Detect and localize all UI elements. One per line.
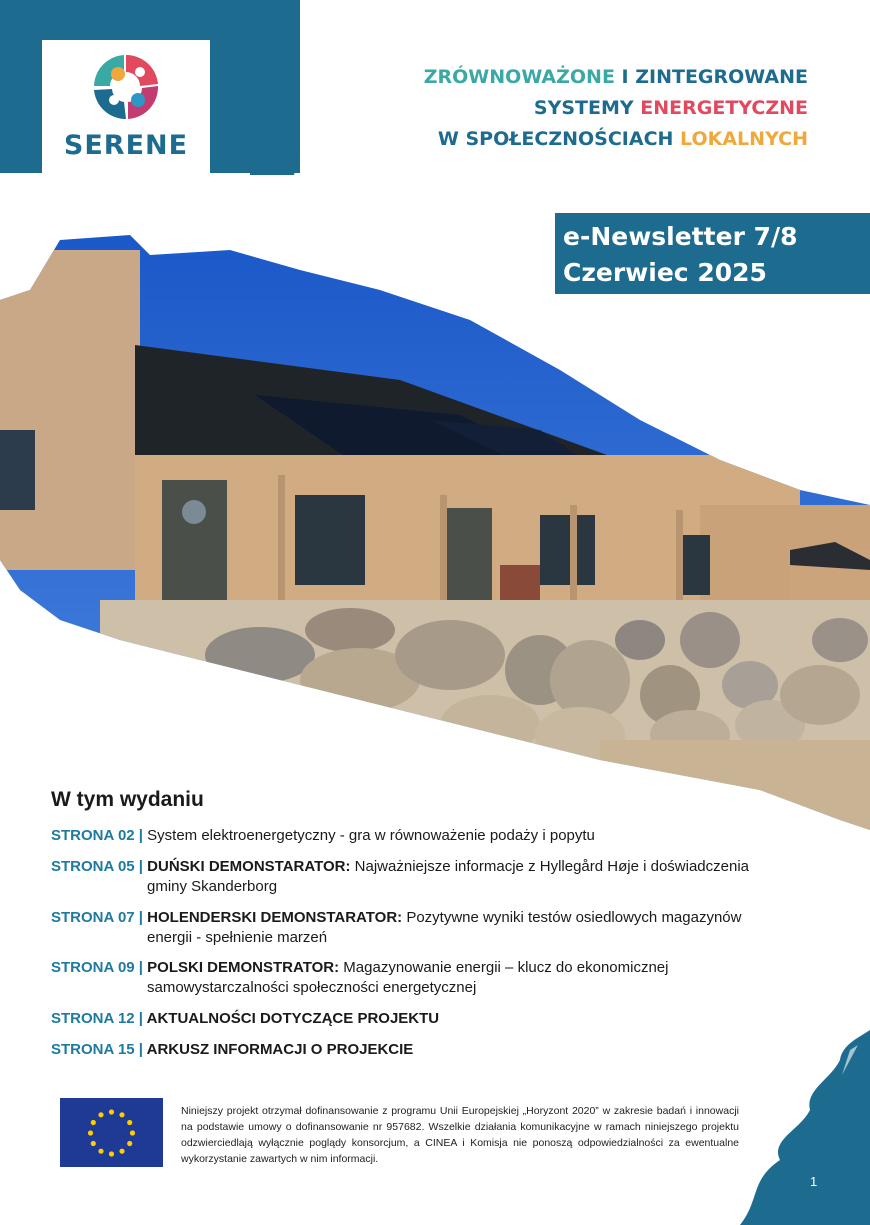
tagline-line-3: W SPOŁECZNOŚCIACH LOKALNYCH xyxy=(437,128,808,150)
toc-item[interactable]: STRONA 02 | System elektroenergetyczny - gra w równoważenie podaży i popytu xyxy=(51,827,595,844)
corner-brush-decoration xyxy=(730,1030,870,1225)
newsletter-date: Czerwiec 2025 xyxy=(563,258,767,287)
toc-item[interactable]: STRONA 05 | DUŃSKI DEMONSTARATOR: Najważniejsze informacje z Hyllegård Høje i doświadczenia gminy Skanderborg xyxy=(51,858,749,895)
brush-edge-decoration xyxy=(250,0,310,175)
newsletter-issue: e-Newsletter 7/8 xyxy=(563,222,798,251)
toc-item[interactable]: STRONA 15 | ARKUSZ INFORMACJI O PROJEKCIE xyxy=(51,1041,414,1058)
serene-logo-icon xyxy=(88,52,164,122)
tagline-line-1: ZRÓWNOWAŻONE I ZINTEGROWANE xyxy=(423,66,808,88)
project-tagline xyxy=(348,62,808,155)
tagline-line-2: SYSTEMY ENERGETYCZNE xyxy=(533,97,808,119)
logo-wordmark: SERENE xyxy=(63,130,189,161)
toc-item[interactable]: STRONA 07 | HOLENDERSKI DEMONSTARATOR: Pozytywne wyniki testów osiedlowych magazynów energii - spełnienie marzeń xyxy=(51,909,742,946)
funding-disclaimer: Niniejszy projekt otrzymał dofinansowanie z programu Unii Europejskiej „Horyzont 2020” w zakresie badań i innowacji na podstawie umowy o dofinansowanie nr 957682. Wszelkie działania komunikacyjne w ramach niniejszego projektu odzwierciedlają wyłącznie poglądy konsorcjum, a CINEA i Komisja nie ponoszą odpowiedzialności za ewentualne wykorzystanie zawartych w nim informacji. xyxy=(181,1105,739,1165)
eu-flag-icon xyxy=(60,1098,163,1167)
contents-heading: W tym wydaniu xyxy=(51,788,204,811)
page-number: 1 xyxy=(810,1174,818,1189)
toc-item[interactable]: STRONA 12 | AKTUALNOŚCI DOTYCZĄCE PROJEKTU xyxy=(51,1010,440,1027)
toc-item[interactable]: STRONA 09 | POLSKI DEMONSTRATOR: Magazynowanie energii – klucz do ekonomicznej samowystarczalności społeczności energetycznej xyxy=(51,959,669,996)
newsletter-badge xyxy=(555,213,870,294)
cover-photo-houses-solar-roof xyxy=(0,230,870,830)
